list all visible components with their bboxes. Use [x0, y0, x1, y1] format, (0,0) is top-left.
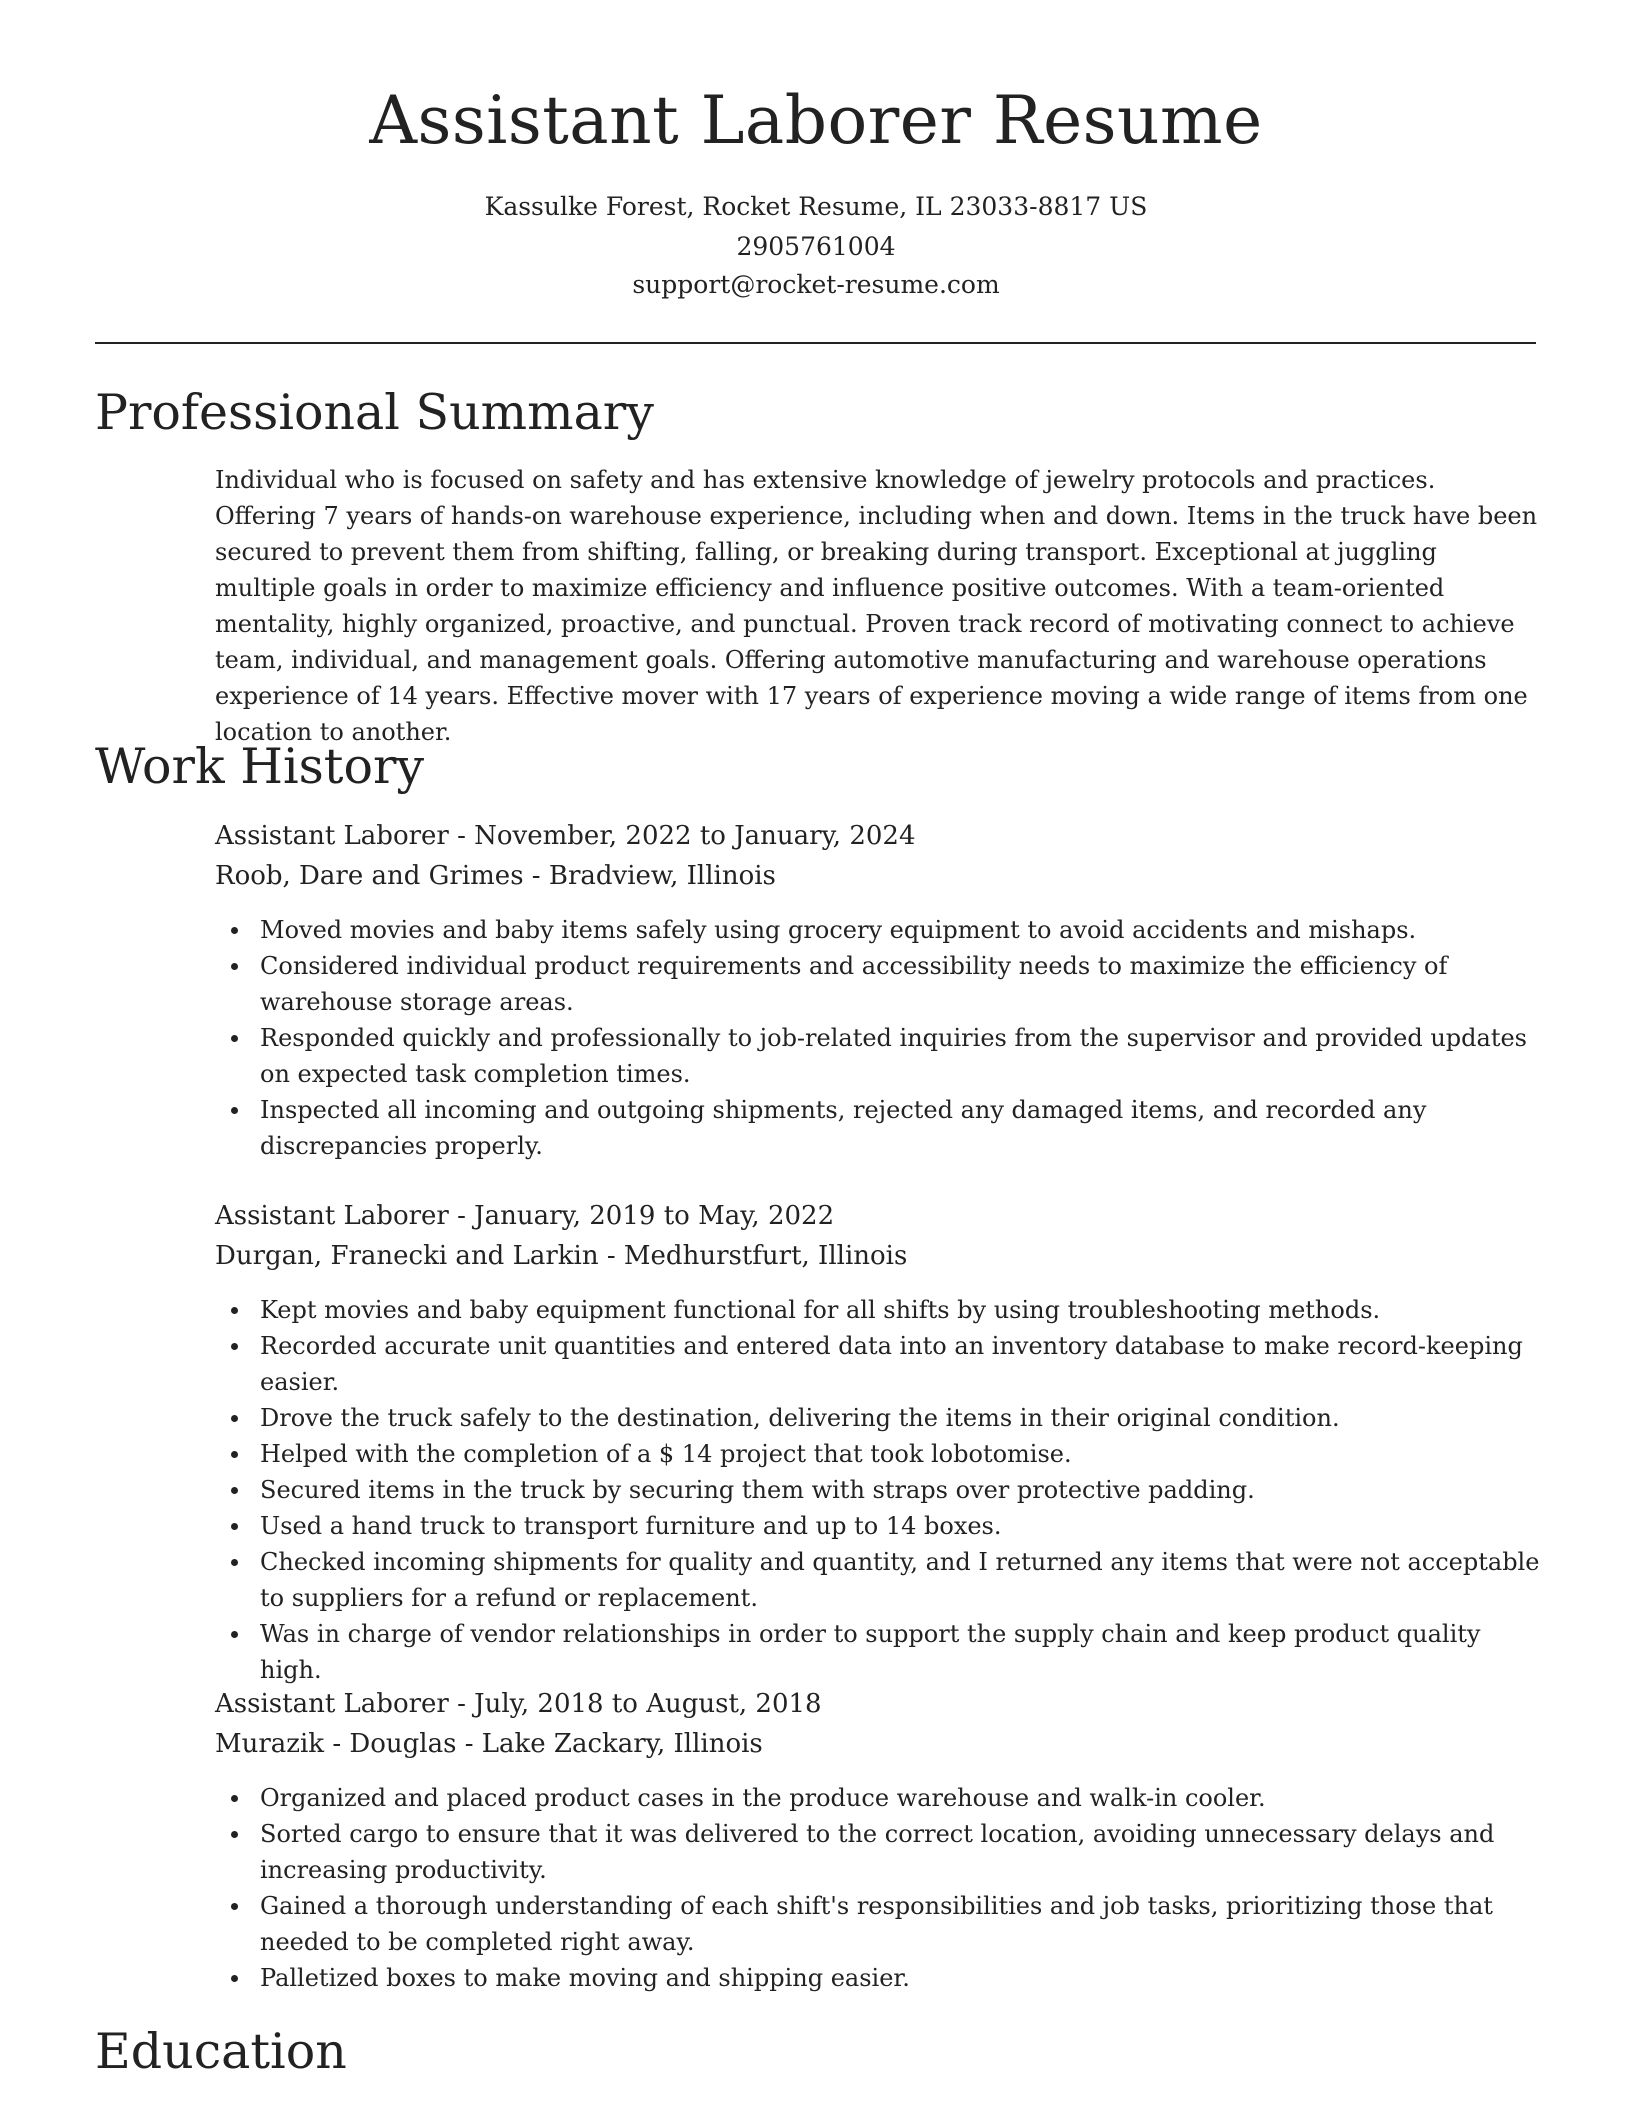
job-title: Assistant Laborer: [215, 821, 449, 851]
job-location: - Bradview, Illinois: [523, 861, 776, 891]
list-item: Inspected all incoming and outgoing shipments, rejected any damaged items, and recorded any discrepancies properly.: [215, 1092, 1545, 1164]
job-location: - Medhurstfurt, Illinois: [598, 1241, 908, 1271]
job-dates: - January, 2019 to May, 2022: [448, 1201, 835, 1231]
job-2-title-line: [215, 1201, 834, 1231]
contact-address: Kassulke Forest, Rocket Resume, IL 23033-8817 US: [484, 192, 1148, 221]
list-item: Drove the truck safely to the destination, delivering the items in their original condition.: [215, 1400, 1545, 1436]
list-item: Helped with the completion of a $ 14 project that took lobotomise.: [215, 1436, 1545, 1472]
list-item: Secured items in the truck by securing them with straps over protective padding.: [215, 1472, 1545, 1508]
list-item: Used a hand truck to transport furniture and up to 14 boxes.: [215, 1508, 1545, 1544]
job-2-company-line: [215, 1241, 907, 1271]
job-title: Assistant Laborer: [215, 1689, 449, 1719]
job-company: Roob, Dare and Grimes: [215, 861, 524, 891]
list-item: Considered individual product requirements and accessibility needs to maximize the efficiency of warehouse storage areas.: [215, 948, 1545, 1020]
header-divider: [95, 342, 1536, 344]
job-company: Murazik - Douglas: [215, 1729, 457, 1759]
contact-email: support@rocket-resume.com: [632, 270, 1000, 299]
job-company: Durgan, Franecki and Larkin: [215, 1241, 599, 1271]
job-title: Assistant Laborer: [215, 1201, 449, 1231]
summary-heading: Professional Summary: [95, 384, 654, 441]
job-location: - Lake Zackary, Illinois: [456, 1729, 763, 1759]
job-3-company-line: [215, 1729, 763, 1759]
list-item: Was in charge of vendor relationships in order to support the supply chain and keep product quality high.: [215, 1616, 1545, 1688]
job-3-title-line: [215, 1689, 822, 1719]
job-1-title-line: [215, 821, 916, 851]
list-item: Palletized boxes to make moving and shipping easier.: [215, 1960, 1545, 1996]
list-item: Gained a thorough understanding of each shift's responsibilities and job tasks, prioritizing those that needed to be completed right away.: [215, 1888, 1545, 1960]
job-1-bullets: [215, 912, 1545, 1164]
job-2-bullets: [215, 1292, 1545, 1688]
list-item: Moved movies and baby items safely using grocery equipment to avoid accidents and mishaps.: [215, 912, 1545, 948]
list-item: Checked incoming shipments for quality and quantity, and I returned any items that were not acceptable to suppliers for a refund or replacement.: [215, 1544, 1545, 1616]
work-history-heading: Work History: [95, 738, 425, 795]
list-item: Responded quickly and professionally to job-related inquiries from the supervisor and provided updates on expected task completion times.: [215, 1020, 1545, 1092]
education-heading: Education: [95, 2023, 347, 2080]
contact-phone: 2905761004: [736, 232, 896, 261]
list-item: Sorted cargo to ensure that it was delivered to the correct location, avoiding unnecessary delays and increasing productivity.: [215, 1816, 1545, 1888]
job-1-company-line: [215, 861, 776, 891]
job-3-bullets: [215, 1780, 1545, 1996]
resume-title: Assistant Laborer Resume: [369, 82, 1263, 159]
job-dates: - November, 2022 to January, 2024: [448, 821, 916, 851]
list-item: Recorded accurate unit quantities and entered data into an inventory database to make record-keeping easier.: [215, 1328, 1545, 1400]
summary-text: Individual who is focused on safety and has extensive knowledge of jewelry protocols and practices. Offering 7 years of hands-on warehouse experience, including when and down. Items in the truck have been secured to prevent them from shifting, falling, or breaking during transport. Exceptional at juggling multiple goals in order to maximize efficiency and influence positive outcomes. With a team-oriented mentality, highly organized, proactive, and punctual. Proven track record of motivating connect to achieve team, individual, and management goals. Offering automotive manufacturing and warehouse operations experience of 14 years. Effective mover with 17 years of experience moving a wide range of items from one location to another.: [215, 466, 1538, 746]
job-dates: - July, 2018 to August, 2018: [448, 1689, 822, 1719]
list-item: Kept movies and baby equipment functional for all shifts by using troubleshooting methods.: [215, 1292, 1545, 1328]
list-item: Organized and placed product cases in the produce warehouse and walk-in cooler.: [215, 1780, 1545, 1816]
